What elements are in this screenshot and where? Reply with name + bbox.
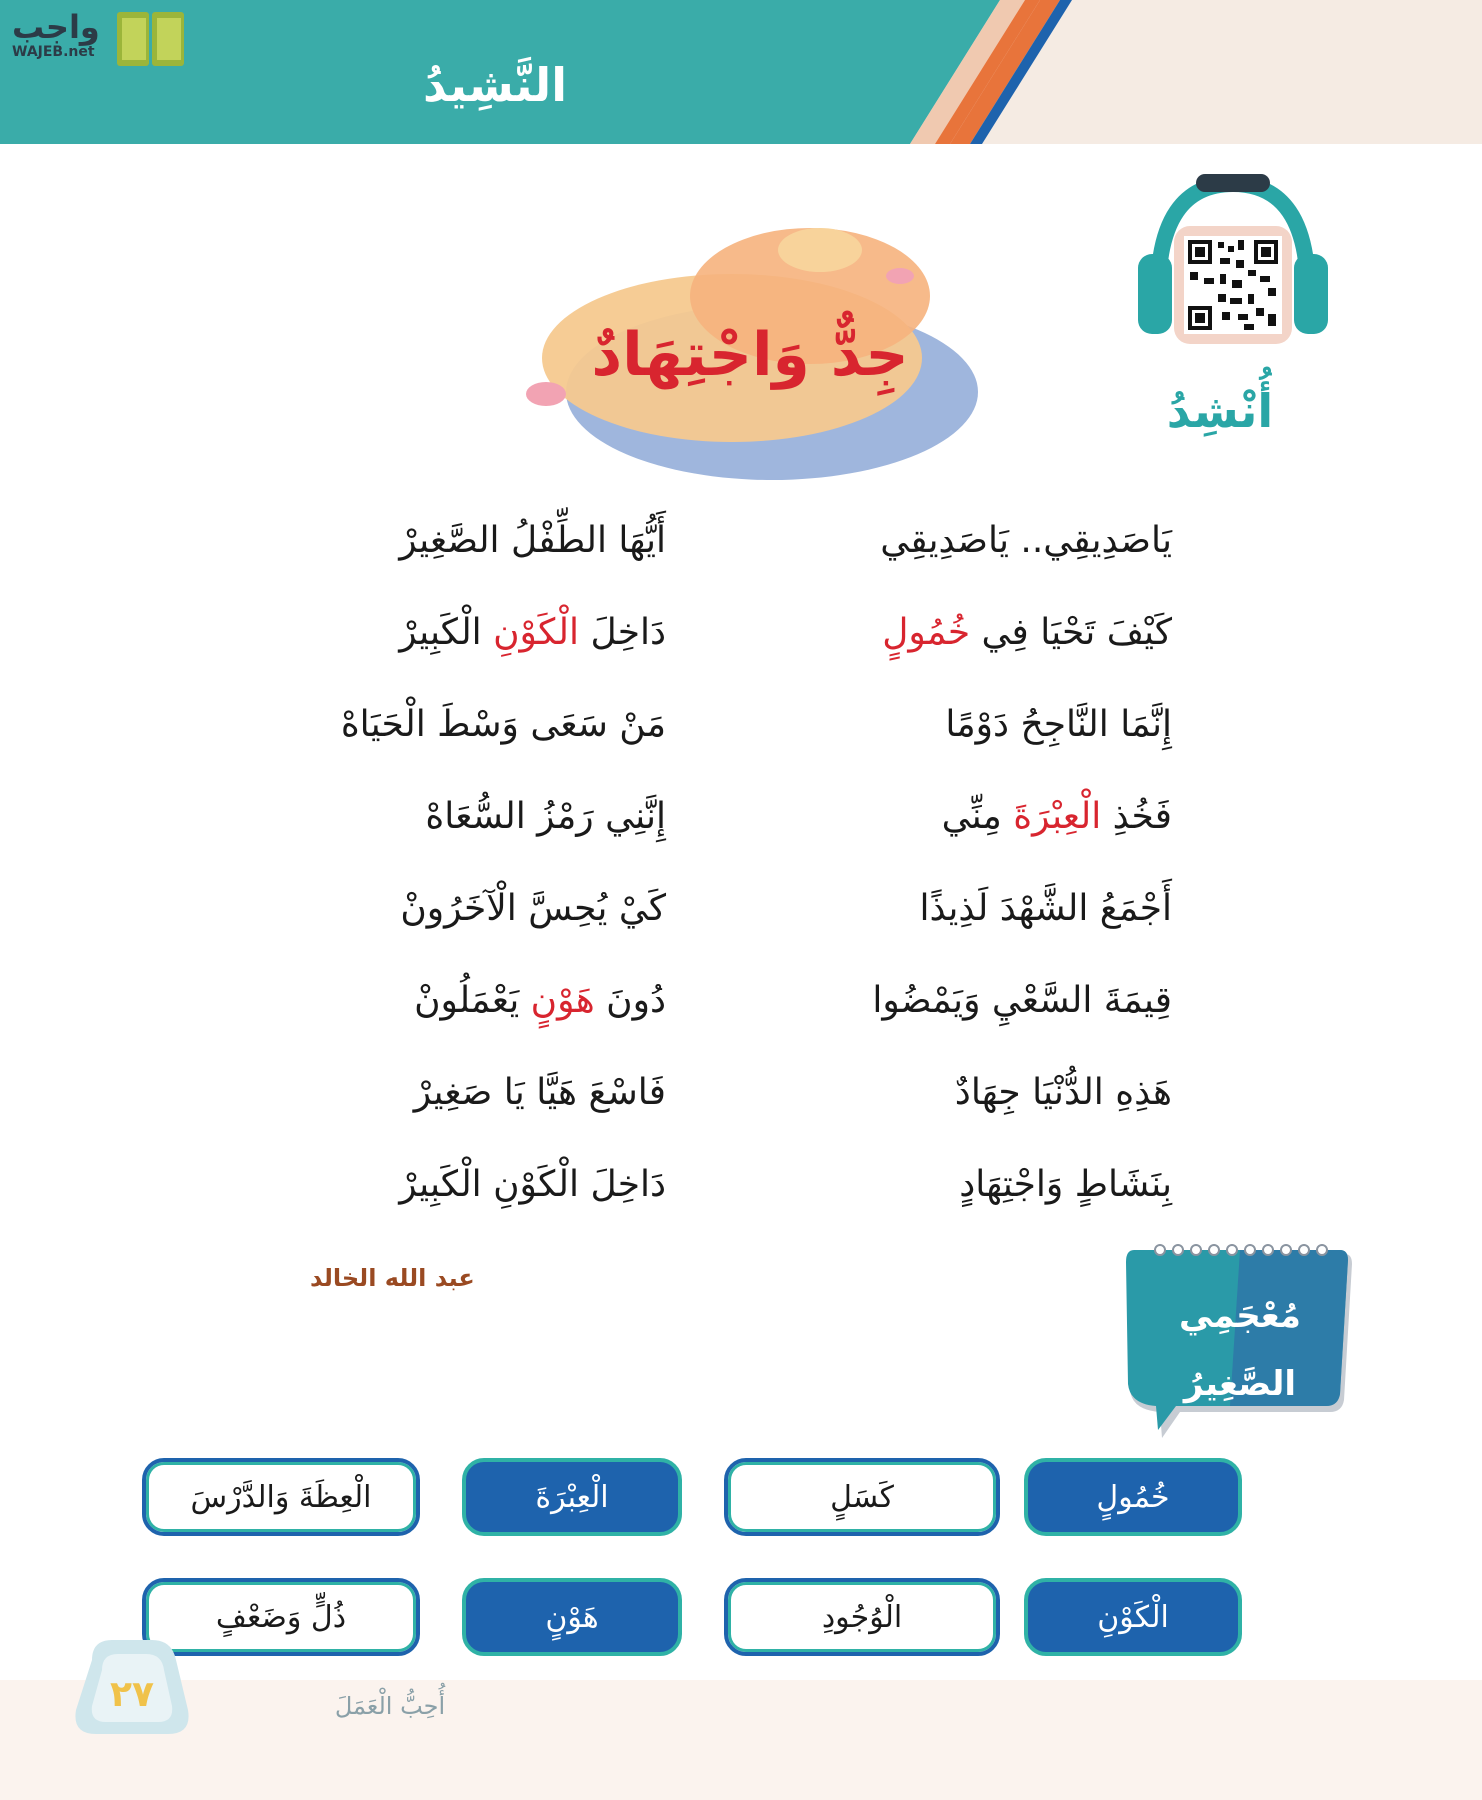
verse-7-left: فَاسْعَ هَيَّا يَا صَغِيرْ (413, 1072, 666, 1113)
verse-7-right: هَذِهِ الدُّنْيَا جِهَادٌ (954, 1072, 1172, 1113)
vocab-word-4: هَوْنٍ (462, 1578, 682, 1656)
dictionary-title-line2: الصَّغِيرُ (1183, 1364, 1297, 1404)
vocab-meaning-3: الْوُجُودِ (724, 1578, 1000, 1656)
verse-2-left-text-end: الْكَبِيرْ (399, 612, 494, 653)
verse-6-left-text: دُونَ (594, 980, 666, 1021)
verse-4-left: إِنَّنِي رَمْزُ السُّعَاهْ (425, 796, 666, 837)
vocab-meaning-1: كَسَلٍ (724, 1458, 1000, 1536)
vocab-word-2: الْعِبْرَةَ (462, 1458, 682, 1536)
verse-4-right-text: فَخُذِ (1101, 796, 1172, 837)
dictionary-title-line1: مُعْجَمِي (1179, 1296, 1301, 1336)
dictionary-title (1140, 1282, 1340, 1418)
verse-2-right (772, 612, 1172, 653)
verse-2-left-text: دَاخِلَ (579, 612, 666, 653)
unit-name: أُحِبُّ الْعَمَلَ (334, 1692, 446, 1720)
audio-qr[interactable] (1128, 174, 1338, 354)
verse-2-left-highlight: الْكَوْنِ (493, 612, 579, 653)
page-header (0, 0, 1482, 144)
page-number-badge (72, 1630, 192, 1740)
verse-8-right: بِنَشَاطٍ وَاجْتِهَادٍ (959, 1164, 1172, 1205)
logo-subtext: WAJEB.net (12, 44, 95, 60)
header-banner (0, 0, 1482, 144)
verse-1-right: يَاصَدِيقِي.. يَاصَدِيقِي (880, 520, 1172, 561)
poem-author: عبد الله الخالد (310, 1264, 475, 1292)
vocab-word-1: خُمُولٍ (1024, 1458, 1242, 1536)
verse-5-left: كَيْ يُحِسَّ الْآخَرُونْ (400, 888, 666, 929)
page-title: النَّشِيدُ (423, 58, 567, 112)
verse-5-right: أَجْمَعُ الشَّهْدَ لَذِيذًا (919, 888, 1172, 929)
page-number: ٢٧ (110, 1674, 154, 1715)
verse-3-right: إِنَّمَا النَّاجِحُ دَوْمًا (945, 704, 1172, 745)
vocab-meaning-2: الْعِظَةَ وَالدَّرْسَ (142, 1458, 420, 1536)
verse-2-left (266, 612, 666, 653)
vocab-meaning-4: ذُلٍّ وَضَعْفٍ (142, 1578, 420, 1656)
vocab-word-3: الْكَوْنِ (1024, 1578, 1242, 1656)
verse-6-left-text-end: يَعْمَلُونْ (414, 980, 531, 1021)
verse-4-right-highlight: الْعِبْرَةَ (1013, 796, 1102, 837)
verse-1-left: أَيُّهَا الطِّفْلُ الصَّغِيرْ (399, 520, 666, 561)
verse-4-right-text-end: مِنِّي (941, 796, 1014, 837)
page-footer (0, 1680, 1482, 1800)
logo-text: واجب (12, 8, 100, 46)
verse-3-left: مَنْ سَعَى وَسْطَ الْحَيَاهْ (340, 704, 666, 745)
verse-4-right (772, 796, 1172, 837)
headphones-icon (1128, 174, 1338, 354)
verse-6-right: قِيمَةَ السَّعْيِ وَيَمْضُوا (872, 980, 1172, 1021)
verse-6-left (266, 980, 666, 1021)
verse-2-right-highlight: خُمُولٍ (882, 612, 971, 653)
poem-title: جِدٌّ وَاجْتِهَادٌ (591, 320, 909, 390)
verse-6-left-highlight: هَوْنٍ (530, 980, 595, 1021)
verse-2-right-text: كَيْفَ تَحْيَا فِي (970, 612, 1172, 653)
chant-label: أُنْشِدُ (1166, 384, 1274, 438)
verse-8-left: دَاخِلَ الْكَوْنِ الْكَبِيرْ (399, 1164, 666, 1205)
